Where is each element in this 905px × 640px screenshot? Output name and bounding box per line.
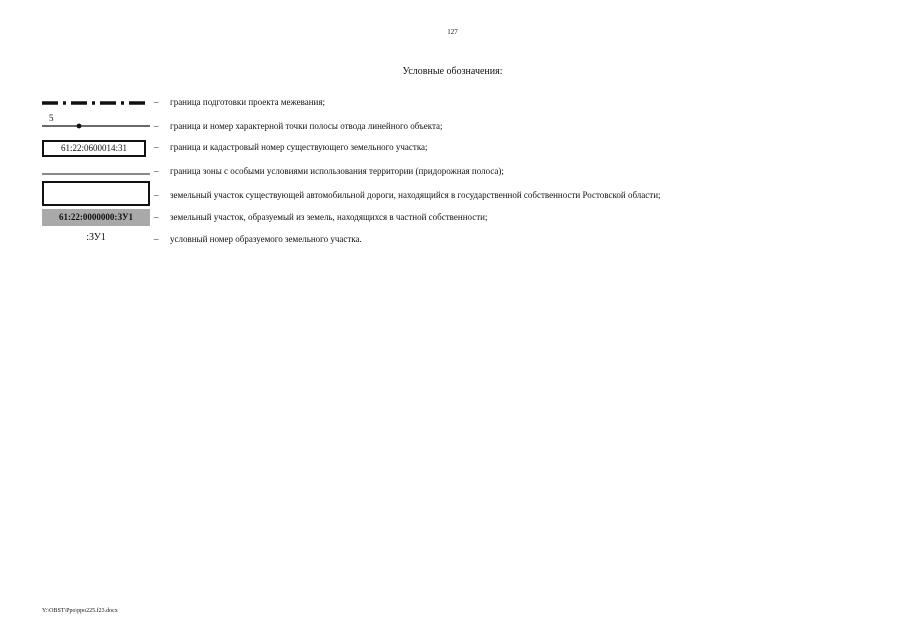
legend-description: условный номер образуемого земельного участка.	[170, 234, 362, 244]
legend-dash: –	[154, 212, 159, 222]
thin-line-icon	[42, 165, 150, 175]
file-path-footer: Y:\OBST\Ppo\ppo225.f23.docx	[42, 608, 118, 614]
characteristic-point-line-icon	[42, 115, 150, 131]
legend-description: граница и кадастровый номер существующего земельного участка;	[170, 142, 428, 152]
cadastral-number-label: 61:22:0600014:31	[42, 140, 146, 157]
bordered-parcel-box-icon	[42, 140, 150, 157]
legend-dash: –	[154, 121, 159, 131]
point-number-label: 5	[49, 113, 54, 123]
empty-bordered-box-icon	[42, 181, 150, 206]
dash-dot-boundary-line-icon	[42, 96, 150, 108]
legend-description: граница подготовки проекта межевания;	[170, 97, 326, 107]
legend-description: земельный участок существующей автомобильной дороги, находящийся в государственной собственности Ростовской области;	[170, 190, 661, 200]
legend-title: Условные обозначения:	[402, 66, 503, 77]
legend-description: земельный участок, образуемый из земель, находящихся в частной собственности;	[170, 212, 488, 222]
legend-dash: –	[154, 142, 159, 152]
legend-description: граница и номер характерной точки полосы отвода линейного объекта;	[170, 121, 443, 131]
legend-dash: –	[154, 97, 159, 107]
formed-parcel-number-label: 61:22:0000000:ЗУ1	[42, 209, 150, 226]
legend-dash: –	[154, 190, 159, 200]
conditional-number-label: :ЗУ1	[86, 232, 106, 243]
legend-description: граница зоны с особыми условиями использования территории (придорожная полоса);	[170, 166, 504, 176]
page-number: 127	[447, 28, 458, 36]
gray-filled-box-icon	[42, 209, 150, 226]
legend-dash: –	[154, 166, 159, 176]
text-label-icon	[42, 233, 150, 245]
legend-dash: –	[154, 234, 159, 244]
